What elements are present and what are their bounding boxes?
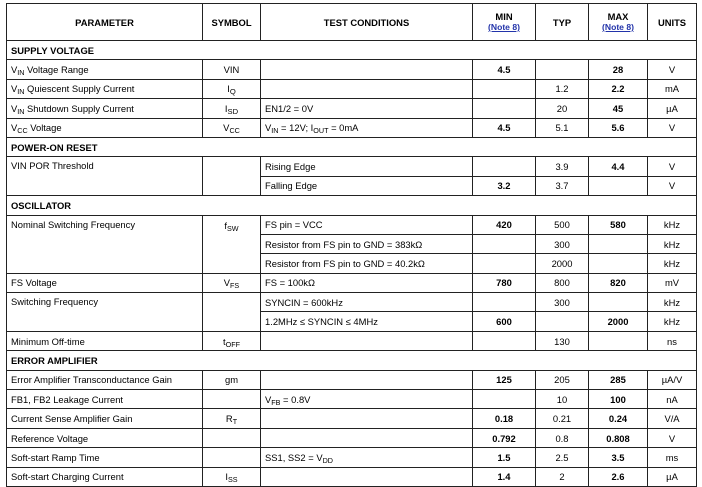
min-cell: 600 <box>473 312 536 331</box>
cond-cell: Resistor from FS pin to GND = 40.2kΩ <box>261 254 473 273</box>
units-cell: V <box>648 157 697 176</box>
units-cell: V/A <box>648 409 697 428</box>
max-cell: 45 <box>589 99 648 118</box>
units-cell: mV <box>648 273 697 292</box>
symbol-cell: $V_{CC}$ <box>203 118 261 137</box>
min-cell <box>473 293 536 312</box>
col-header-max <box>589 4 648 41</box>
cond-cell <box>261 428 473 447</box>
units-cell: kHz <box>648 215 697 234</box>
units-cell: mA <box>648 79 697 98</box>
typ-cell: 2000 <box>536 254 589 273</box>
table-row <box>7 79 697 98</box>
cond-cell: FS = 100kΩ <box>261 273 473 292</box>
table-row <box>7 118 697 137</box>
table-row <box>7 273 697 292</box>
cond-cell: Rising Edge <box>261 157 473 176</box>
param-cell: FS Voltage <box>7 273 203 292</box>
table-row <box>7 390 697 409</box>
param-cell: Switching Frequency <box>7 293 203 332</box>
max-cell: 0.808 <box>589 428 648 447</box>
units-cell: ns <box>648 331 697 350</box>
max-cell: 580 <box>589 215 648 234</box>
electrical-spec-table <box>6 3 697 487</box>
max-cell: 3.5 <box>589 448 648 467</box>
cond-cell: Resistor from FS pin to GND = 383kΩ <box>261 234 473 253</box>
max-cell: 0.24 <box>589 409 648 428</box>
table-row <box>7 293 697 312</box>
section-oscillator: OSCILLATOR <box>7 196 697 215</box>
param-cell: Soft-start Ramp Time <box>7 448 203 467</box>
min-cell <box>473 79 536 98</box>
min-cell: 1.4 <box>473 467 536 486</box>
units-cell: kHz <box>648 254 697 273</box>
max-note-link[interactable]: (Note 8) <box>602 22 634 32</box>
max-cell: 5.6 <box>589 118 648 137</box>
typ-cell: 10 <box>536 390 589 409</box>
cond-cell: Falling Edge <box>261 176 473 195</box>
units-cell: V <box>648 176 697 195</box>
param-cell: $V_{IN}$ Shutdown Supply Current <box>7 99 203 118</box>
cond-cell: SS1, $SS2 = V_{DD}$ <box>261 448 473 467</box>
min-cell: 0.18 <box>473 409 536 428</box>
units-cell: kHz <box>648 312 697 331</box>
cond-cell: $V_{IN} = 12V$; $I_{OUT} = 0mA$ <box>261 118 473 137</box>
col-header-test-conditions: TEST CONDITIONS <box>261 4 473 41</box>
typ-cell: 300 <box>536 234 589 253</box>
param-cell: Error Amplifier Transconductance Gain <box>7 370 203 389</box>
min-cell <box>473 99 536 118</box>
cond-cell: SYNCIN = 600kHz <box>261 293 473 312</box>
cond-cell <box>261 370 473 389</box>
section-supply-voltage: SUPPLY VOLTAGE <box>7 41 697 60</box>
param-cell: $V_{CC}$ Voltage <box>7 118 203 137</box>
units-cell: ms <box>648 448 697 467</box>
max-label: MAX <box>607 11 629 22</box>
typ-cell: 300 <box>536 293 589 312</box>
min-cell: 125 <box>473 370 536 389</box>
typ-cell: 3.7 <box>536 176 589 195</box>
units-cell: µA <box>648 467 697 486</box>
cond-cell: FS pin = VCC <box>261 215 473 234</box>
typ-cell: 2.5 <box>536 448 589 467</box>
cond-cell <box>261 331 473 350</box>
typ-cell: 0.21 <box>536 409 589 428</box>
min-cell <box>473 254 536 273</box>
table-row <box>7 409 697 428</box>
table-row <box>7 331 697 350</box>
col-header-typ: TYP <box>536 4 589 41</box>
section-row <box>7 196 697 215</box>
symbol-cell <box>203 293 261 332</box>
units-cell: µA/V <box>648 370 697 389</box>
units-cell: V <box>648 118 697 137</box>
typ-cell <box>536 60 589 79</box>
max-cell <box>589 254 648 273</box>
min-cell: 420 <box>473 215 536 234</box>
min-label: MIN <box>495 11 513 22</box>
typ-cell: 800 <box>536 273 589 292</box>
cond-cell: 1.2MHz ≤ SYNCIN ≤ 4MHz <box>261 312 473 331</box>
param-cell: Minimum Off-time <box>7 331 203 350</box>
typ-cell: 130 <box>536 331 589 350</box>
min-cell: 0.792 <box>473 428 536 447</box>
cond-cell <box>261 79 473 98</box>
symbol-cell <box>203 448 261 467</box>
cond-cell <box>261 409 473 428</box>
typ-cell: 2 <box>536 467 589 486</box>
symbol-cell <box>203 428 261 447</box>
units-cell: V <box>648 60 697 79</box>
max-cell: 820 <box>589 273 648 292</box>
typ-cell: 500 <box>536 215 589 234</box>
cond-cell: $V_{FB} = 0.8V$ <box>261 390 473 409</box>
min-cell <box>473 331 536 350</box>
typ-cell: 5.1 <box>536 118 589 137</box>
typ-cell: 20 <box>536 99 589 118</box>
min-cell <box>473 234 536 253</box>
col-header-units: UNITS <box>648 4 697 41</box>
symbol-cell: $V_{FS}$ <box>203 273 261 292</box>
typ-cell: 205 <box>536 370 589 389</box>
col-header-symbol: SYMBOL <box>203 4 261 41</box>
table-row <box>7 157 697 176</box>
table-row <box>7 428 697 447</box>
units-cell: µA <box>648 99 697 118</box>
units-cell: kHz <box>648 234 697 253</box>
cond-cell <box>261 467 473 486</box>
min-cell <box>473 390 536 409</box>
param-cell: FB1, FB2 Leakage Current <box>7 390 203 409</box>
typ-cell: 3.9 <box>536 157 589 176</box>
units-cell: V <box>648 428 697 447</box>
symbol-cell: gm <box>203 370 261 389</box>
min-cell: 4.5 <box>473 118 536 137</box>
param-cell: $V_{IN}$ Quiescent Supply Current <box>7 79 203 98</box>
param-cell: Nominal Switching Frequency <box>7 215 203 273</box>
param-cell: Current Sense Amplifier Gain <box>7 409 203 428</box>
table-row <box>7 370 697 389</box>
symbol-cell: $R_T$ <box>203 409 261 428</box>
min-cell: 3.2 <box>473 176 536 195</box>
units-cell: kHz <box>648 293 697 312</box>
min-cell: 4.5 <box>473 60 536 79</box>
min-cell: 1.5 <box>473 448 536 467</box>
min-cell: 780 <box>473 273 536 292</box>
max-cell: 2000 <box>589 312 648 331</box>
symbol-cell <box>203 157 261 196</box>
max-cell <box>589 234 648 253</box>
typ-cell <box>536 312 589 331</box>
table-row <box>7 215 697 234</box>
max-cell: 2.2 <box>589 79 648 98</box>
table-row <box>7 60 697 79</box>
symbol-cell: VIN <box>203 60 261 79</box>
section-row <box>7 351 697 370</box>
cond-cell: EN1/2 = 0V <box>261 99 473 118</box>
max-cell: 285 <box>589 370 648 389</box>
symbol-cell: $I_Q$ <box>203 79 261 98</box>
param-cell: Reference Voltage <box>7 428 203 447</box>
max-cell: 4.4 <box>589 157 648 176</box>
symbol-cell: $f_{SW}$ <box>203 215 261 273</box>
symbol-cell: $t_{OFF}$ <box>203 331 261 350</box>
section-row <box>7 41 697 60</box>
section-error-amplifier: ERROR AMPLIFIER <box>7 351 697 370</box>
table-header-row <box>7 4 697 41</box>
typ-cell: 1.2 <box>536 79 589 98</box>
section-power-on-reset: POWER-ON RESET <box>7 137 697 156</box>
max-cell <box>589 176 648 195</box>
col-header-parameter: PARAMETER <box>7 4 203 41</box>
cond-cell <box>261 60 473 79</box>
param-cell: Soft-start Charging Current <box>7 467 203 486</box>
typ-cell: 0.8 <box>536 428 589 447</box>
col-header-min <box>473 4 536 41</box>
table-row <box>7 467 697 486</box>
min-cell <box>473 157 536 176</box>
max-cell: 28 <box>589 60 648 79</box>
max-cell <box>589 293 648 312</box>
min-note-link[interactable]: (Note 8) <box>488 22 520 32</box>
symbol-cell: $I_{SS}$ <box>203 467 261 486</box>
max-cell: 2.6 <box>589 467 648 486</box>
param-cell: $V_{IN}$ Voltage Range <box>7 60 203 79</box>
section-row <box>7 137 697 156</box>
units-cell: nA <box>648 390 697 409</box>
table-row <box>7 448 697 467</box>
table-row <box>7 99 697 118</box>
param-cell: VIN POR Threshold <box>7 157 203 196</box>
max-cell <box>589 331 648 350</box>
max-cell: 100 <box>589 390 648 409</box>
symbol-cell <box>203 390 261 409</box>
symbol-cell: $I_{SD}$ <box>203 99 261 118</box>
